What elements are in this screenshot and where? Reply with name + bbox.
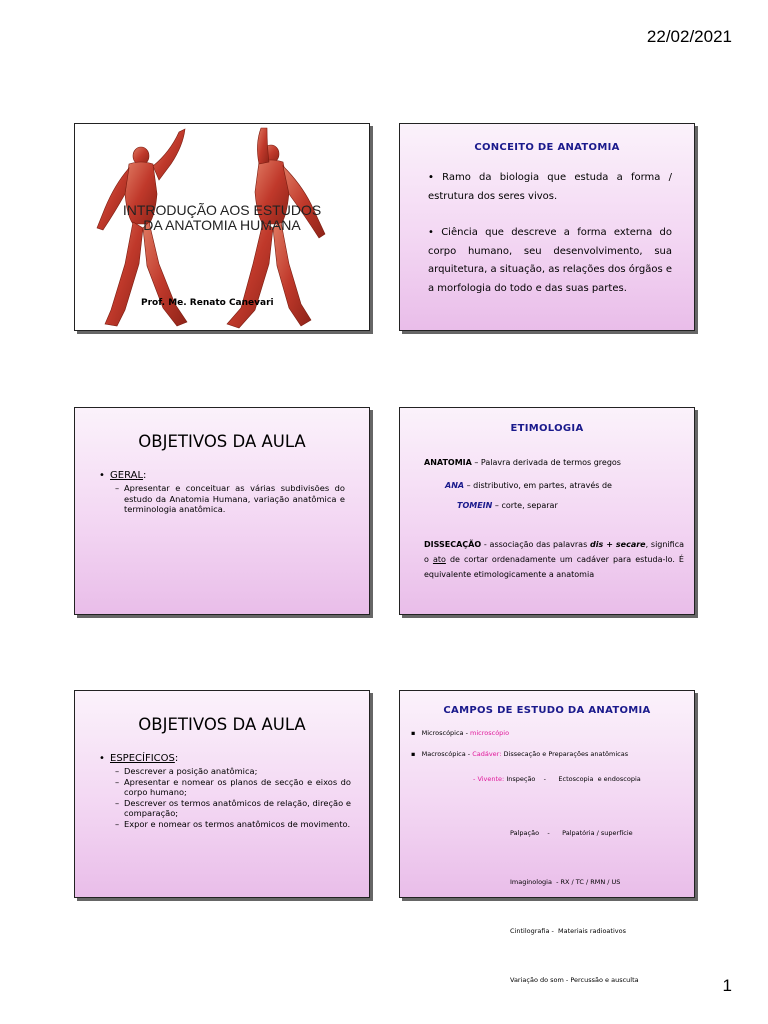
list-subitems: [115, 766, 351, 830]
list-subitem: – Apresentar e conceituar as várias subdivisões do estudo da Anatomia Humana, variação anatômica e terminologia anatômica.: [115, 483, 345, 515]
slide-objetivos-geral: [74, 407, 370, 615]
list-subitem: – Descrever a posição anatômica;: [115, 766, 351, 777]
macro-line: [411, 750, 628, 758]
bullet-icon: ▪: [411, 729, 416, 737]
definition: , significa o: [424, 540, 684, 564]
slide-etimologia: [399, 407, 695, 615]
slide-conceito: [399, 123, 695, 331]
list-subitem: – Descrever os termos anatômicos de relação, direção e comparação;: [115, 798, 351, 819]
page-number: 1: [722, 976, 732, 995]
vivente-row: Palpação - Palpatória / superfície: [510, 828, 633, 837]
author: Prof. Me. Renato Canevari: [141, 298, 274, 308]
bullet-icon: •: [428, 172, 434, 183]
ana-line: [445, 481, 612, 490]
slide-objetivos-especificos: [74, 690, 370, 898]
slide-campos: [399, 690, 695, 985]
geral-label: GERAL: [110, 470, 144, 481]
term: DISSECAÇÃO: [424, 540, 482, 549]
paragraph-text: Ramo da biologia que estuda a forma / estrutura dos seres vivos.: [428, 172, 672, 202]
value: Inspeção - Ectoscopia e endoscopia: [506, 775, 641, 783]
definition: - associação das palavras: [483, 540, 588, 549]
value: Dissecação e Preparações anatômicas: [503, 750, 629, 758]
slide-heading: ETIMOLOGIA: [510, 423, 584, 434]
definition: – distributivo, em partes, através de: [466, 481, 612, 490]
value: microscópio: [470, 729, 510, 737]
paragraph: [428, 169, 672, 206]
latin-terms: dis + secare: [590, 540, 646, 549]
definition: – Palavra derivada de termos gregos: [474, 458, 621, 467]
list-subitem: – Expor e nomear os termos anatômicos de movimento.: [115, 819, 351, 830]
bullet-icon: ▪: [411, 750, 416, 758]
definition: – corte, separar: [494, 501, 558, 510]
dissecacao-paragraph: [424, 537, 684, 582]
slide-heading: OBJETIVOS DA AULA: [138, 715, 306, 734]
paragraph: [428, 224, 672, 298]
term: TOMEIN: [457, 501, 493, 510]
vivente-rows: [510, 792, 639, 1022]
term: ANA: [445, 481, 465, 490]
list-item: • GERAL:: [99, 470, 345, 481]
list-subitem: – Apresentar e nomear os planos de secção e eixos do corpo humano;: [115, 777, 351, 798]
bullet-icon: •: [428, 227, 434, 238]
vivente-line: [473, 775, 641, 783]
anatomia-line: [424, 458, 621, 467]
vivente-row: Imaginologia - RX / TC / RMN / US: [510, 878, 621, 887]
label: Vivente:: [477, 775, 505, 783]
slide-heading: CONCEITO DE ANATOMIA: [474, 142, 620, 153]
ato-word: ato: [432, 555, 446, 564]
term: ANATOMIA: [424, 458, 472, 467]
label: Microscópica -: [421, 729, 468, 737]
paragraph-text: Ciência que descreve a forma externa do corpo humano, seu desenvolvimento, sua arquitetura, a situação, as relações dos órgãos e a morfologia do todo e das suas partes.: [428, 227, 673, 294]
definition: de cortar ordenadamente um cadáver para estuda-lo. É equivalente etimologicamente a anatomia: [424, 555, 684, 579]
value: Cadáver:: [472, 750, 502, 758]
label: Macroscópica -: [421, 750, 471, 758]
list-item: • ESPECÍFICOS:: [99, 753, 351, 764]
slide-title-line2: DA ANATOMIA HUMANA: [143, 217, 301, 233]
slide-title: [74, 123, 370, 331]
vivente-row: Cintilografia - Materiais radioativos: [510, 927, 626, 936]
slide-heading: OBJETIVOS DA AULA: [138, 432, 306, 451]
micro-line: [411, 729, 509, 737]
slide-heading: CAMPOS DE ESTUDO DA ANATOMIA: [443, 705, 651, 716]
date: 22/02/2021: [646, 27, 732, 46]
vivente-row: Variação do som - Percussão e ausculta: [510, 976, 639, 985]
tomein-line: [457, 501, 558, 510]
prefix: -: [473, 775, 476, 783]
especificos-label: ESPECÍFICOS: [110, 753, 175, 764]
slide-title-line1: INTRODUÇÃO AOS ESTUDOS: [122, 202, 322, 218]
